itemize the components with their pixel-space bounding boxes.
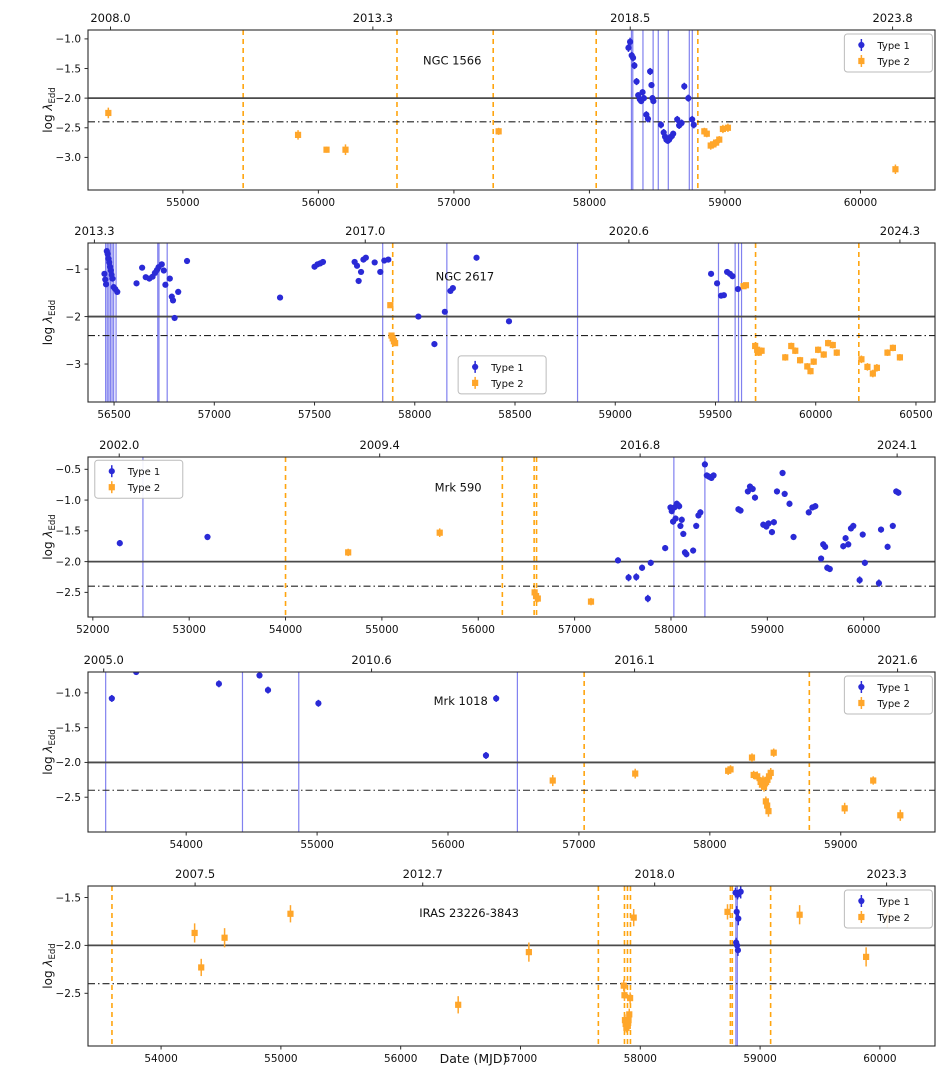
svg-text:Type 2: Type 2 bbox=[877, 913, 910, 924]
svg-text:2018.0: 2018.0 bbox=[634, 867, 675, 881]
panel-ngc-1566 bbox=[41, 11, 935, 209]
svg-text:−1.5: −1.5 bbox=[55, 722, 81, 735]
x-axis bbox=[76, 617, 880, 636]
svg-text:56000: 56000 bbox=[431, 839, 465, 851]
legend-type2-marker-icon bbox=[109, 484, 115, 490]
svg-text:Type 2: Type 2 bbox=[127, 483, 161, 495]
panel-title: Mrk 590 bbox=[434, 480, 482, 495]
y-axis bbox=[56, 892, 89, 1000]
svg-text:59000: 59000 bbox=[750, 624, 785, 636]
plot-area bbox=[88, 30, 935, 190]
svg-text:53000: 53000 bbox=[172, 624, 206, 636]
svg-text:−1.5: −1.5 bbox=[55, 63, 81, 76]
svg-text:Type 1: Type 1 bbox=[877, 41, 910, 52]
svg-text:Type 1: Type 1 bbox=[877, 683, 910, 694]
svg-text:55000: 55000 bbox=[264, 1053, 298, 1065]
y-axis bbox=[56, 34, 89, 165]
plot-area bbox=[88, 457, 935, 617]
svg-text:55000: 55000 bbox=[300, 839, 334, 851]
svg-text:−1.0: −1.0 bbox=[55, 494, 81, 507]
top-year-axis bbox=[99, 438, 917, 457]
svg-text:−2: −2 bbox=[65, 311, 81, 324]
svg-text:2023.8: 2023.8 bbox=[872, 11, 913, 25]
svg-text:59000: 59000 bbox=[708, 197, 742, 209]
svg-text:58000: 58000 bbox=[398, 409, 432, 421]
svg-text:2018.5: 2018.5 bbox=[610, 11, 651, 25]
legend-type1-marker-icon bbox=[472, 364, 478, 370]
x-axis bbox=[166, 190, 877, 209]
svg-text:2009.4: 2009.4 bbox=[359, 438, 400, 452]
top-year-axis bbox=[84, 653, 918, 672]
top-year-axis bbox=[74, 224, 920, 243]
svg-text:2024.3: 2024.3 bbox=[879, 224, 921, 238]
y-axis-label: $\log \lambda_{Edd}$ bbox=[41, 729, 58, 775]
svg-text:−1.0: −1.0 bbox=[55, 687, 81, 700]
legend-type2-marker-icon bbox=[472, 380, 478, 386]
svg-text:−1.0: −1.0 bbox=[55, 33, 81, 46]
legend-type2-marker-icon bbox=[858, 58, 864, 64]
svg-text:−2.0: −2.0 bbox=[55, 92, 81, 105]
svg-text:2007.5: 2007.5 bbox=[174, 867, 216, 881]
svg-text:2012.7: 2012.7 bbox=[402, 867, 443, 881]
svg-text:59000: 59000 bbox=[824, 839, 858, 851]
svg-text:2023.3: 2023.3 bbox=[866, 867, 907, 881]
plot-area bbox=[88, 672, 935, 832]
x-axis bbox=[169, 832, 857, 851]
svg-text:Type 2: Type 2 bbox=[877, 699, 910, 710]
svg-text:2002.0: 2002.0 bbox=[99, 438, 140, 452]
svg-text:54000: 54000 bbox=[144, 1053, 178, 1065]
panel-title: IRAS 23226-3843 bbox=[419, 906, 520, 921]
svg-text:58000: 58000 bbox=[572, 197, 607, 209]
legend-type1-marker-icon bbox=[858, 684, 864, 690]
svg-text:57000: 57000 bbox=[557, 624, 592, 636]
svg-text:−2.5: −2.5 bbox=[55, 792, 81, 805]
svg-text:Type 1: Type 1 bbox=[127, 467, 161, 479]
y-axis-label: $\log \lambda_{Edd}$ bbox=[41, 299, 58, 346]
svg-text:−1: −1 bbox=[65, 263, 81, 276]
svg-text:60500: 60500 bbox=[899, 409, 933, 421]
legend bbox=[844, 34, 932, 72]
svg-text:−2.5: −2.5 bbox=[55, 122, 81, 135]
svg-text:60000: 60000 bbox=[863, 1053, 897, 1065]
panel-title: NGC 1566 bbox=[422, 53, 482, 68]
svg-text:56000: 56000 bbox=[383, 1053, 418, 1065]
panel-mrk-590 bbox=[41, 438, 935, 636]
x-axis bbox=[97, 402, 932, 421]
svg-text:58000: 58000 bbox=[693, 839, 727, 851]
svg-text:2010.6: 2010.6 bbox=[351, 653, 392, 667]
svg-text:−2.0: −2.0 bbox=[55, 556, 81, 569]
svg-text:58000: 58000 bbox=[654, 624, 688, 636]
svg-text:57000: 57000 bbox=[197, 409, 232, 421]
svg-text:56500: 56500 bbox=[97, 409, 131, 421]
svg-text:2016.8: 2016.8 bbox=[620, 438, 661, 452]
x-axis-label: Date (MJD) bbox=[439, 1051, 508, 1066]
svg-text:−1.5: −1.5 bbox=[55, 892, 81, 905]
panel-ngc-2617 bbox=[41, 224, 935, 421]
legend-type2-marker-icon bbox=[858, 700, 864, 706]
legend-type1-marker-icon bbox=[858, 898, 864, 904]
svg-text:−3.0: −3.0 bbox=[55, 152, 81, 165]
svg-text:57000: 57000 bbox=[562, 839, 596, 851]
svg-text:Type 1: Type 1 bbox=[491, 362, 524, 374]
svg-text:Type 1: Type 1 bbox=[877, 897, 910, 908]
svg-text:Type 2: Type 2 bbox=[877, 57, 910, 68]
svg-text:54000: 54000 bbox=[169, 839, 203, 851]
svg-text:2008.0: 2008.0 bbox=[90, 11, 131, 25]
panel-iras-23226-3843 bbox=[41, 867, 935, 1065]
y-axis-label: $\log \lambda_{Edd}$ bbox=[41, 943, 58, 989]
svg-text:2020.6: 2020.6 bbox=[608, 224, 650, 238]
svg-text:60000: 60000 bbox=[799, 409, 833, 421]
svg-text:−3: −3 bbox=[65, 358, 81, 371]
svg-text:2013.3: 2013.3 bbox=[74, 224, 115, 238]
svg-text:−1.5: −1.5 bbox=[55, 525, 81, 538]
svg-text:2021.6: 2021.6 bbox=[877, 653, 918, 667]
panel-title: NGC 2617 bbox=[435, 269, 495, 284]
panel-mrk-1018 bbox=[41, 653, 935, 851]
y-axis bbox=[56, 688, 89, 804]
svg-text:2017.0: 2017.0 bbox=[345, 224, 386, 238]
svg-text:2013.3: 2013.3 bbox=[352, 11, 393, 25]
svg-text:55000: 55000 bbox=[365, 624, 399, 636]
svg-text:59000: 59000 bbox=[598, 409, 632, 421]
svg-text:54000: 54000 bbox=[268, 624, 303, 636]
legend bbox=[844, 676, 932, 714]
svg-text:59000: 59000 bbox=[743, 1053, 777, 1065]
y-axis-label: $\log \lambda_{Edd}$ bbox=[41, 87, 58, 133]
svg-text:−2.5: −2.5 bbox=[55, 988, 81, 1001]
svg-text:55000: 55000 bbox=[166, 197, 200, 209]
legend bbox=[458, 356, 546, 394]
legend-type2-marker-icon bbox=[858, 914, 864, 920]
legend bbox=[95, 460, 183, 498]
svg-text:−2.0: −2.0 bbox=[55, 757, 81, 770]
svg-text:56000: 56000 bbox=[461, 624, 495, 636]
top-year-axis bbox=[175, 867, 907, 886]
y-axis-label: $\log \lambda_{Edd}$ bbox=[41, 514, 58, 560]
svg-text:58500: 58500 bbox=[498, 409, 532, 421]
svg-text:60000: 60000 bbox=[846, 624, 881, 636]
top-year-axis bbox=[90, 11, 912, 30]
svg-text:59500: 59500 bbox=[698, 409, 733, 421]
svg-text:56000: 56000 bbox=[301, 197, 336, 209]
svg-text:Type 2: Type 2 bbox=[491, 378, 524, 390]
svg-text:57000: 57000 bbox=[437, 197, 471, 209]
svg-text:57000: 57000 bbox=[503, 1053, 538, 1065]
svg-text:2016.1: 2016.1 bbox=[614, 653, 655, 667]
panel-title: Mrk 1018 bbox=[433, 693, 488, 708]
y-axis bbox=[66, 264, 88, 371]
legend bbox=[844, 890, 932, 928]
svg-text:60000: 60000 bbox=[843, 197, 878, 209]
svg-text:−0.5: −0.5 bbox=[55, 464, 81, 477]
svg-text:−2.0: −2.0 bbox=[55, 940, 81, 953]
svg-text:57500: 57500 bbox=[297, 409, 332, 421]
svg-text:58000: 58000 bbox=[623, 1053, 657, 1065]
svg-text:−2.5: −2.5 bbox=[55, 587, 81, 600]
svg-text:2005.0: 2005.0 bbox=[83, 653, 124, 667]
legend-type1-marker-icon bbox=[109, 468, 115, 474]
svg-text:52000: 52000 bbox=[76, 624, 110, 636]
legend-type1-marker-icon bbox=[858, 42, 864, 48]
svg-text:2024.1: 2024.1 bbox=[877, 438, 918, 452]
y-axis bbox=[56, 464, 89, 599]
